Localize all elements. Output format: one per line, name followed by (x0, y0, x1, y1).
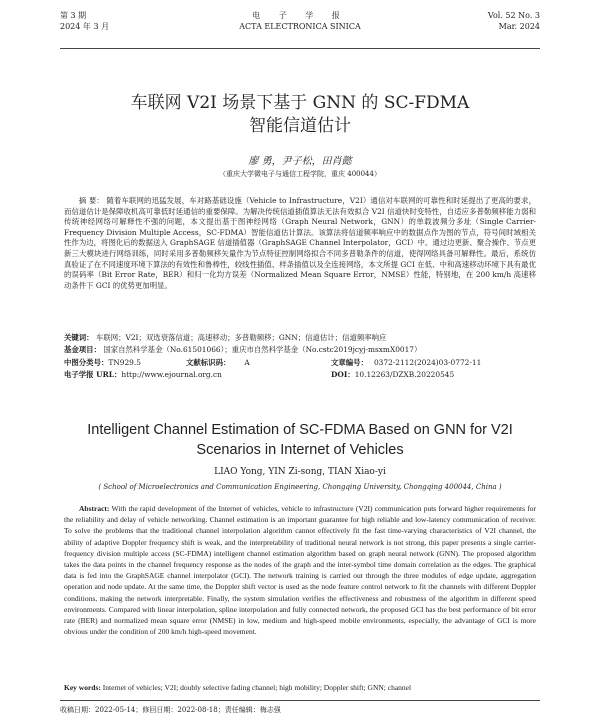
clc-label: 中图分类号： (64, 358, 109, 367)
abstract-cn: 摘 要： 随着车联网的迅猛发展，车对路基础设施（Vehicle to Infrastructure，V2I）通信对车联网的可靠性和时延提出了更高的要求，而信道估计是保障收机高可靠低时延通信的重要保障。为解决传统信道插值算法无法有效拟合 V2I 信道快时变特性，自适应多普勒频移能力弱和传统神经网络可解释性不强的问题，本文提出基于图神经网络（Graph Neural Network，GNN）的单载波频分多址（Single Carrier-Frequency Division Multiple Access，SC-FDMA）智能信道估计算法。该算法将信道频率响应中的数据点作为图的节点，符号间时域相关性作为边，将图化后的数据送入 GraphSAGE 信道插值器（GraphSAGE Channel Interpolator，GCI）中。通过边更新、聚合操作、节点更新三大模块进行网络训练，同时采用多普勒频移矢量作为节点特征控制网络拟合不同多普勒条件的信道，使得网络具备可解释性。最后，系统仿真验证了在不同速度环境下算法的有效性和鲁棒性，较线性插值、样条插值以及全连接网络，本文所提 GCI 在低、中和高速移动环境下具有最优的误码率（Bit Error Rate，BER）和归一化均方误差（Normalized Mean Square Error，NMSE）性能，特别地，在 200 km/h 高速移动条件下 GCI 的优势更加明显。 (64, 196, 536, 290)
doi-field (331, 369, 454, 380)
doc-code-label: 文献标识码： (186, 358, 231, 367)
affiliation-cn: （重庆大学微电子与通信工程学院，重庆 400044） (219, 170, 381, 178)
title-en-line1: Intelligent Channel Estimation of SC-FDMA Based on GNN for V2I (87, 422, 513, 438)
received-dates-footer: 收稿日期：2022-05-14；修回日期：2022-08-18；责任编辑：梅志强 (60, 700, 540, 715)
abstract-en-text: With the rapid development of the Internet of vehicles, vehicle to infrastructure (V2I) communication puts forward higher requirements for the reliability and delay of vehicle networking. Channel estimation is an important guarantee for high reliable and low-latency communication of receiver. To solve the problems that the traditional channel interpolation algorithm cannot effectively fit the fast time-varying characteristics of V2I channel, the ability of adaptive Doppler frequency shift is weak, and the interpretability of traditional neural network is not strong, this paper presents a single carrier-frequency division multiple access (SC-FDMA) intelligent channel estimation algorithm based on graph neural network (GNN). The proposed algorithm takes the data points in the channel frequency response as the nodes of the graph and the inter-symbol time domain correlation as the edges. The graphical data is fed into the GraphSAGE channel interpolator (GCI). The network training is carried out through the three modules of edge update, aggregation operation and node update. At the same time, the Doppler shift vector is used as the node feature control network to fit the channels with different Doppler conditions, making the network interpretable. Finally, the system simulation verifies the effectiveness and robustness of the algorithm in different speed environments. Compared with linear interpolation, spline interpolation and fully connected network, the proposed GCI has the best performance of bit error rate (BER) and normalized mean square error (NMSE) in low, medium and high-speed mobile environments, especially, the advantage of GCI is more obvious under the condition of 200 km/h high-speed movement. (64, 504, 536, 637)
title-cn (60, 92, 540, 138)
clc-value: TN929.5 (108, 358, 141, 367)
fund-text: 国家自然科学基金（No.61501066）；重庆市自然科学基金（No.cstc2019jcyj-msxmX0017） (103, 345, 422, 354)
url-doi-row (64, 369, 536, 380)
keywords-en-text: Internet of vehicles; V2I; doubly selective fading channel; high mobility; Doppler shift; GNN; channel (102, 683, 412, 692)
title-cn-line2: 智能信道估计 (249, 116, 351, 136)
header-right (488, 10, 540, 32)
authors-cn: 廖 勇，尹子松，田肖懿 (248, 156, 352, 167)
title-en-line2: Scenarios in Internet of Vehicles (196, 442, 404, 458)
fund-info (64, 345, 536, 356)
volume-number: Vol. 52 No. 3 (487, 11, 540, 20)
title-cn-line1: 车联网 V2I 场景下基于 GNN 的 SC-FDMA (130, 93, 470, 113)
abstract-en-label: Abstract: (79, 504, 110, 513)
article-no-label: 文章编号： (331, 358, 368, 367)
doc-code-field (186, 357, 250, 368)
keywords-cn-label: 关键词： (64, 333, 94, 342)
fund-label: 基金项目： (64, 345, 101, 354)
clc-field (64, 357, 141, 368)
running-header (60, 10, 540, 49)
journal-name-en: ACTA ELECTRONICA SINICA (239, 22, 361, 31)
journal-url-link[interactable]: http://www.ejournal.org.cn (121, 370, 222, 379)
doi-label: DOI： (331, 370, 355, 379)
keywords-en (64, 682, 536, 693)
affiliation-en: ( School of Microelectronics and Communication Engineering, Chongqing University, Chongqing 400044, China ) (98, 483, 502, 491)
date-cn: 2024 年 3 月 (60, 22, 110, 31)
article-no-value: 0372-2112(2024)03-0772-11 (373, 358, 482, 367)
abstract-en (64, 503, 536, 637)
issue-month: Mar. 2024 (498, 22, 540, 31)
url-label: 电子学报 URL： (64, 370, 122, 379)
header-center (60, 10, 540, 32)
keywords-en-label: Key words: (64, 683, 101, 692)
doc-code-value: A (244, 358, 250, 367)
article-no-field (331, 357, 481, 368)
title-en (60, 420, 540, 460)
authors-en: LIAO Yong, YIN Zi-song, TIAN Xiao-yi (214, 467, 386, 477)
keywords-cn-text: 车联网；V2I；双选衰落信道；高速移动；多普勒频移；GNN；信道估计；信道频率响应 (95, 333, 387, 342)
keywords-cn (64, 333, 536, 344)
url-field (64, 369, 222, 380)
journal-name-cn: 电 子 学 报 (252, 11, 348, 20)
classification-row (64, 357, 536, 368)
doi-value[interactable]: 10.12263/DZXB.20220545 (354, 370, 455, 379)
issue-cn: 第 3 期 (60, 11, 87, 20)
